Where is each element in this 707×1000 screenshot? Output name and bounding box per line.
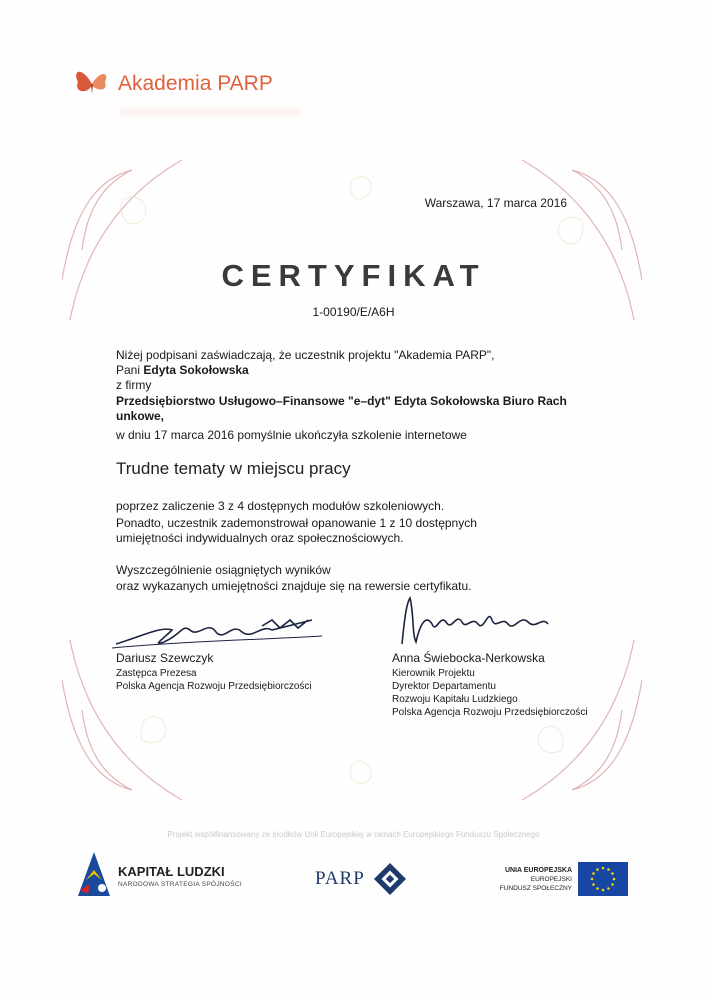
modules-text: poprzez zaliczenie 3 z 4 dostępnych modułów szkoleniowych. bbox=[116, 499, 445, 513]
signatory-left-role-line: Polska Agencja Rozwoju Przedsiębiorczości bbox=[116, 681, 312, 692]
kapital-ludzki-title: KAPITAŁ LUDZKI bbox=[118, 864, 225, 879]
signatory-left-name: Dariusz Szewczyk bbox=[116, 651, 214, 665]
logo-text: Akademia PARP bbox=[118, 72, 273, 95]
signatory-right-role bbox=[392, 667, 588, 719]
signatory-right-role-line: Kierownik Projektu bbox=[392, 668, 475, 679]
signatory-left-role-line: Zastępca Prezesa bbox=[116, 668, 197, 679]
butterfly-icon bbox=[72, 62, 112, 102]
signatory-right-role-line: Polska Agencja Rozwoju Przedsiębiorczości bbox=[392, 707, 588, 718]
intro-text: Niżej podpisani zaświadczają, że uczestnik projektu "Akademia PARP", bbox=[116, 348, 495, 362]
eu-text-line3: FUNDUSZ SPOŁECZNY bbox=[499, 885, 572, 892]
participant-line bbox=[116, 363, 596, 378]
from-company-text: z firmy bbox=[116, 378, 152, 392]
details-text-line1: Wyszczególnienie osiągniętych wyników bbox=[116, 563, 331, 577]
signatory-right-role-line: Dyrektor Departamentu bbox=[392, 681, 496, 692]
parp-logo bbox=[315, 862, 415, 896]
eu-fund-text bbox=[492, 866, 572, 893]
eu-text-line2: EUROPEJSKI bbox=[530, 876, 572, 883]
course-title: Trudne tematy w miejscu pracy bbox=[116, 459, 351, 478]
parp-logo-text: PARP bbox=[315, 868, 365, 889]
signature-left bbox=[112, 606, 332, 654]
completion-text: w dniu 17 marca 2016 pomyślnie ukończyła szkolenie internetowe bbox=[116, 428, 467, 442]
kapital-ludzki-icon bbox=[72, 850, 116, 898]
eu-flag-icon bbox=[578, 862, 628, 896]
certificate-number: 1-00190/E/A6H bbox=[312, 305, 395, 319]
certificate-title: CERTYFIKAT bbox=[221, 258, 486, 293]
company-name: Przedsiębiorstwo Usługowo–Finansowe "e–dyt" Edyta Sokołowska Biuro Rach unkowe, bbox=[116, 394, 567, 423]
eu-text-line1: UNIA EUROPEJSKA bbox=[504, 867, 572, 874]
signature-right bbox=[396, 594, 556, 650]
kapital-ludzki-subtitle: NARODOWA STRATEGIA SPÓJNOŚCI bbox=[118, 881, 242, 888]
cofinancing-note: Projekt współfinansowany ze środków Unii Europejskiej w ramach Europejskiego Funduszu Społecznego bbox=[167, 830, 540, 839]
skills-text-line1: Ponadto, uczestnik zademonstrował opanowanie 1 z 10 dostępnych bbox=[116, 516, 477, 530]
signatory-left-role bbox=[116, 667, 312, 693]
skills-text-line2: umiejętności indywidualnych oraz społecznościowych. bbox=[116, 531, 404, 545]
parp-emblem-icon bbox=[373, 862, 407, 896]
logo-reflection bbox=[120, 108, 300, 116]
issue-date: Warszawa, 17 marca 2016 bbox=[424, 196, 567, 210]
details-text-line2: oraz wykazanych umiejętności znajduje się na rewersie certyfikatu. bbox=[116, 579, 472, 593]
kapital-ludzki-logo bbox=[72, 850, 242, 898]
akademia-parp-logo bbox=[72, 62, 302, 102]
pani-prefix: Pani bbox=[116, 363, 144, 377]
signatory-right-name: Anna Świebocka-Nerkowska bbox=[392, 651, 545, 665]
participant-name: Edyta Sokołowska bbox=[143, 363, 249, 377]
signatory-right-role-line: Rozwoju Kapitału Ludzkiego bbox=[392, 694, 518, 705]
